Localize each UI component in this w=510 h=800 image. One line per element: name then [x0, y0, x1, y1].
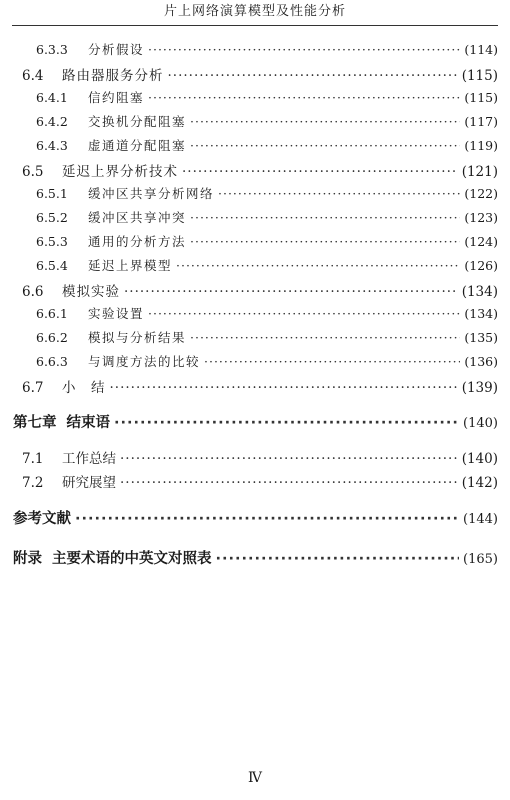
- dot-leader: [110, 380, 458, 396]
- toc-entry-page: (135): [464, 330, 498, 345]
- toc-entry-number: 6.5.1: [36, 186, 68, 201]
- toc-entry-page: (140): [461, 451, 498, 467]
- toc-entry-title: 缓冲区共享冲突: [88, 210, 187, 225]
- toc-entry-page: (142): [461, 475, 498, 491]
- dot-leader: [114, 415, 459, 431]
- toc-chapter-entry[interactable]: [13, 547, 498, 568]
- toc-entry-number: 6.4.1: [36, 90, 68, 105]
- toc-entry-title: 模拟与分析结果: [88, 330, 187, 345]
- toc-entry-title: 研究展望: [62, 475, 116, 491]
- dot-leader: [190, 234, 460, 249]
- dot-leader: [190, 114, 460, 129]
- dot-leader: [120, 451, 458, 467]
- dot-leader: [216, 551, 460, 567]
- dot-leader: [168, 68, 458, 84]
- header-rule: [12, 25, 498, 26]
- toc-entry[interactable]: [22, 280, 498, 300]
- toc-entry[interactable]: [22, 447, 498, 467]
- toc-entry-title: 与调度方法的比较: [88, 354, 201, 369]
- toc-entry-page: (117): [464, 114, 498, 129]
- toc-entry[interactable]: [36, 256, 498, 274]
- toc-entry-title: 通用的分析方法: [88, 234, 187, 249]
- toc-entry-page: (122): [464, 186, 498, 201]
- toc-entry[interactable]: [36, 40, 498, 58]
- toc-entry-title: 延迟上界模型: [88, 258, 173, 273]
- toc-entry-title: 模拟实验: [62, 284, 120, 300]
- toc-entry[interactable]: [36, 88, 498, 106]
- dot-leader: [148, 90, 460, 105]
- toc-entry-title: 延迟上界分析技术: [62, 164, 178, 180]
- toc-entry[interactable]: [36, 112, 498, 130]
- dot-leader: [148, 306, 460, 321]
- dot-leader: [218, 186, 460, 201]
- dot-leader: [120, 475, 458, 491]
- toc-entry-number: 6.6.2: [36, 330, 68, 345]
- toc-entry-page: (134): [461, 284, 498, 300]
- toc-entry-number: 6.4: [22, 68, 44, 84]
- toc-entry[interactable]: [22, 376, 498, 396]
- toc-entry-page: (139): [461, 380, 498, 396]
- dot-leader: [182, 164, 458, 180]
- dot-leader: [75, 511, 459, 527]
- toc-entry-title: 虚通道分配阻塞: [88, 138, 187, 153]
- toc-entry-page: (140): [463, 416, 498, 431]
- toc-entry[interactable]: [22, 160, 498, 180]
- toc-entry[interactable]: [36, 232, 498, 250]
- toc-entry[interactable]: [36, 352, 498, 370]
- toc-entry-page: (121): [461, 164, 498, 180]
- toc-entry[interactable]: [36, 304, 498, 322]
- page-number: Ⅳ: [248, 770, 262, 786]
- toc-entry-title: 路由器服务分析: [62, 68, 164, 84]
- toc-entry[interactable]: [22, 471, 498, 491]
- toc-entry-page: (144): [463, 512, 498, 527]
- toc-entry-page: (114): [464, 42, 498, 57]
- dot-leader: [204, 354, 460, 369]
- dot-leader: [148, 42, 460, 57]
- toc-entry-number: 6.4.2: [36, 114, 68, 129]
- toc-entry-number: 6.3.3: [36, 42, 68, 57]
- toc-entry[interactable]: [36, 328, 498, 346]
- toc-entry-number: 6.5.3: [36, 234, 68, 249]
- toc-entry-title: 结束语: [66, 415, 110, 431]
- toc-entry[interactable]: [36, 136, 498, 154]
- toc-entry[interactable]: [36, 184, 498, 202]
- toc-entry-number: 6.7: [22, 380, 44, 396]
- toc-entry-title: 分析假设: [88, 42, 145, 57]
- toc-entry-page: (123): [464, 210, 498, 225]
- toc-entry-number: 6.6.1: [36, 306, 68, 321]
- dot-leader: [190, 138, 460, 153]
- toc-entry-page: (124): [464, 234, 498, 249]
- toc-entry-number: 6.6.3: [36, 354, 68, 369]
- toc-entry-page: (165): [463, 552, 498, 567]
- dot-leader: [124, 284, 458, 300]
- toc-entry[interactable]: [22, 64, 498, 84]
- dot-leader: [190, 330, 460, 345]
- toc-entry-number: 6.5.2: [36, 210, 68, 225]
- toc-entry-number: 附录: [13, 551, 42, 567]
- toc-entry-title: 工作总结: [62, 451, 116, 467]
- toc-entry-number: 6.5.4: [36, 258, 68, 273]
- toc-entry-number: 7.2: [22, 475, 44, 491]
- toc-entry[interactable]: [36, 208, 498, 226]
- toc-entry-page: (115): [464, 90, 498, 105]
- dot-leader: [190, 210, 460, 225]
- toc-entry-number: 6.6: [22, 284, 44, 300]
- toc-entry-page: (119): [464, 138, 498, 153]
- toc-entry-title: 主要术语的中英文对照表: [52, 551, 212, 567]
- toc-entry-number: 7.1: [22, 451, 44, 467]
- toc-entry-page: (134): [464, 306, 498, 321]
- dot-leader: [176, 258, 460, 273]
- toc-entry-page: (115): [461, 68, 498, 84]
- toc-entry-page: (136): [464, 354, 498, 369]
- toc-entry-title: 交换机分配阻塞: [88, 114, 187, 129]
- toc-entry-title: 小 结: [62, 380, 106, 396]
- toc-chapter-entry[interactable]: [13, 411, 498, 432]
- running-header: 片上网络演算模型及性能分析: [163, 4, 346, 19]
- toc-entry-number: 第七章: [13, 415, 57, 431]
- toc-entry-number: 6.5: [22, 164, 44, 180]
- toc-entry-page: (126): [464, 258, 498, 273]
- toc-chapter-entry[interactable]: [13, 507, 498, 528]
- toc-entry-title: 参考文献: [13, 511, 71, 527]
- toc-entry-title: 信约阻塞: [88, 90, 145, 105]
- toc-entry-number: 6.4.3: [36, 138, 68, 153]
- toc-entry-title: 实验设置: [88, 306, 145, 321]
- toc-entry-title: 缓冲区共享分析网络: [88, 186, 215, 201]
